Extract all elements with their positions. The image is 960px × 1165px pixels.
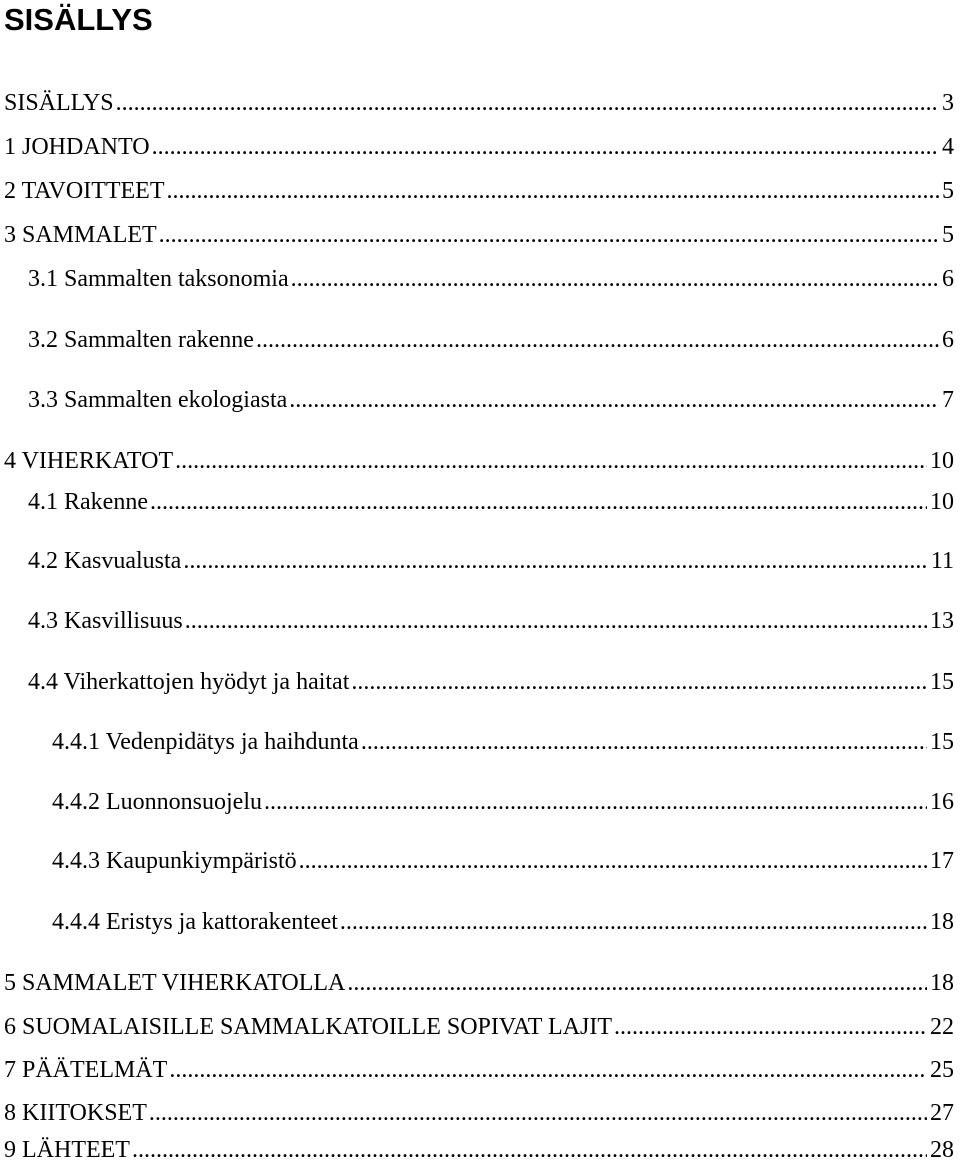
toc-entry-title: 1 JOHDANTO [4,134,150,160]
toc-entry-title: 4.4.2 Luonnonsuojelu [52,789,262,815]
toc-entry-title: 3 SAMMALET [4,222,157,248]
toc-entry-sammalet[interactable] [4,220,954,250]
toc-dot-leader [167,176,940,206]
toc-entry-page: 10 [930,448,954,474]
toc-entry-page: 17 [930,848,954,874]
toc-entry-title: 4.4 Viherkattojen hyödyt ja haitat [28,669,350,695]
toc-entry-title: 4.4.3 Kaupunkiympäristö [52,848,297,874]
toc-entry-kasvualusta[interactable] [28,546,954,576]
toc-entry-page: 22 [930,1014,954,1040]
toc-entry-eristys[interactable] [52,907,954,937]
toc-dot-leader [149,1098,927,1128]
toc-entry-page: 3 [942,90,954,116]
toc-entry-title: 2 TAVOITTEET [4,178,165,204]
toc-entry-johdanto[interactable] [4,132,954,162]
toc-entry-hyodyt-haitat[interactable] [28,667,954,697]
toc-dot-leader [264,787,927,817]
toc-entry-sammalet-viherkatolla[interactable] [4,968,954,998]
toc-entry-title: 4.2 Kasvualusta [28,548,182,574]
toc-entry-4-1-rakenne[interactable] [28,487,954,517]
toc-entry-luonnonsuojelu[interactable] [52,787,954,817]
toc-entry-sisallys[interactable] [4,88,954,118]
toc-entry-page: 11 [930,548,954,574]
toc-entry-title: 8 KIITOKSET [4,1100,147,1126]
toc-entry-title: 7 PÄÄTELMÄT [4,1057,168,1083]
toc-entry-title: 4.3 Kasvillisuus [28,608,183,634]
toc-dot-leader [347,968,927,998]
toc-dot-leader [340,907,927,937]
toc-entry-page: 27 [930,1100,954,1126]
toc-dot-leader [361,727,927,757]
toc-entry-kaupunkiymparisto[interactable] [52,846,954,876]
toc-entry-title: 4.4.1 Vedenpidätys ja haihdunta [52,729,359,755]
toc-entry-rakenne[interactable] [28,325,954,355]
toc-entry-page: 16 [930,789,954,815]
page-title: SISÄLLYS [4,2,153,37]
toc-dot-leader [185,606,927,636]
toc-entry-page: 25 [930,1057,954,1083]
toc-entry-taksonomia[interactable] [28,264,954,294]
toc-entry-vedenpidatys[interactable] [52,727,954,757]
toc-entry-page: 6 [942,266,954,292]
toc-dot-leader [152,132,939,162]
toc-entry-page: 28 [930,1137,954,1163]
toc-entry-page: 6 [942,327,954,353]
toc-entry-title: 3.2 Sammalten rakenne [28,327,254,353]
toc-entry-page: 5 [942,178,954,204]
toc-entry-lahteet[interactable] [4,1135,954,1165]
toc-dot-leader [291,264,939,294]
toc-entry-page: 10 [930,489,954,515]
toc-dot-leader [614,1012,927,1042]
toc-dot-leader [116,88,939,118]
toc-entry-ekologiasta[interactable] [28,385,954,415]
toc-entry-page: 15 [930,669,954,695]
toc-dot-leader [175,446,927,476]
toc-entry-page: 18 [930,909,954,935]
toc-entry-title: 4.1 Rakenne [28,489,148,515]
toc-entry-page: 15 [930,729,954,755]
toc-entry-viherkatot[interactable] [4,446,954,476]
toc-entry-title: 5 SAMMALET VIHERKATOLLA [4,970,346,996]
toc-entry-kiitokset[interactable] [4,1098,954,1128]
toc-entry-title: 4.4.4 Eristys ja kattorakenteet [52,909,338,935]
toc-dot-leader [256,325,939,355]
toc-dot-leader [299,846,927,876]
toc-entry-sopivat-lajit[interactable] [4,1012,954,1042]
toc-entry-page: 7 [942,387,954,413]
toc-entry-kasvillisuus[interactable] [28,606,954,636]
toc-entry-tavoitteet[interactable] [4,176,954,206]
toc-entry-paatelmat[interactable] [4,1055,954,1085]
toc-entry-title: 3.3 Sammalten ekologiasta [28,387,288,413]
toc-dot-leader [289,385,939,415]
toc-dot-leader [351,667,927,697]
toc-entry-page: 4 [942,134,954,160]
toc-entry-title: 4 VIHERKATOT [4,448,174,474]
toc-entry-page: 13 [930,608,954,634]
toc-dot-leader [150,487,927,517]
toc-dot-leader [159,220,939,250]
toc-entry-title: 9 LÄHTEET [4,1137,130,1163]
toc-entry-title: 6 SUOMALAISILLE SAMMALKATOILLE SOPIVAT LAJIT [4,1014,613,1040]
toc-dot-leader [183,546,928,576]
toc-dot-leader [132,1135,927,1165]
toc-entry-page: 18 [930,970,954,996]
toc-entry-page: 5 [942,222,954,248]
toc-entry-title: SISÄLLYS [4,90,114,116]
toc-entry-title: 3.1 Sammalten taksonomia [28,266,289,292]
toc-dot-leader [169,1055,927,1085]
